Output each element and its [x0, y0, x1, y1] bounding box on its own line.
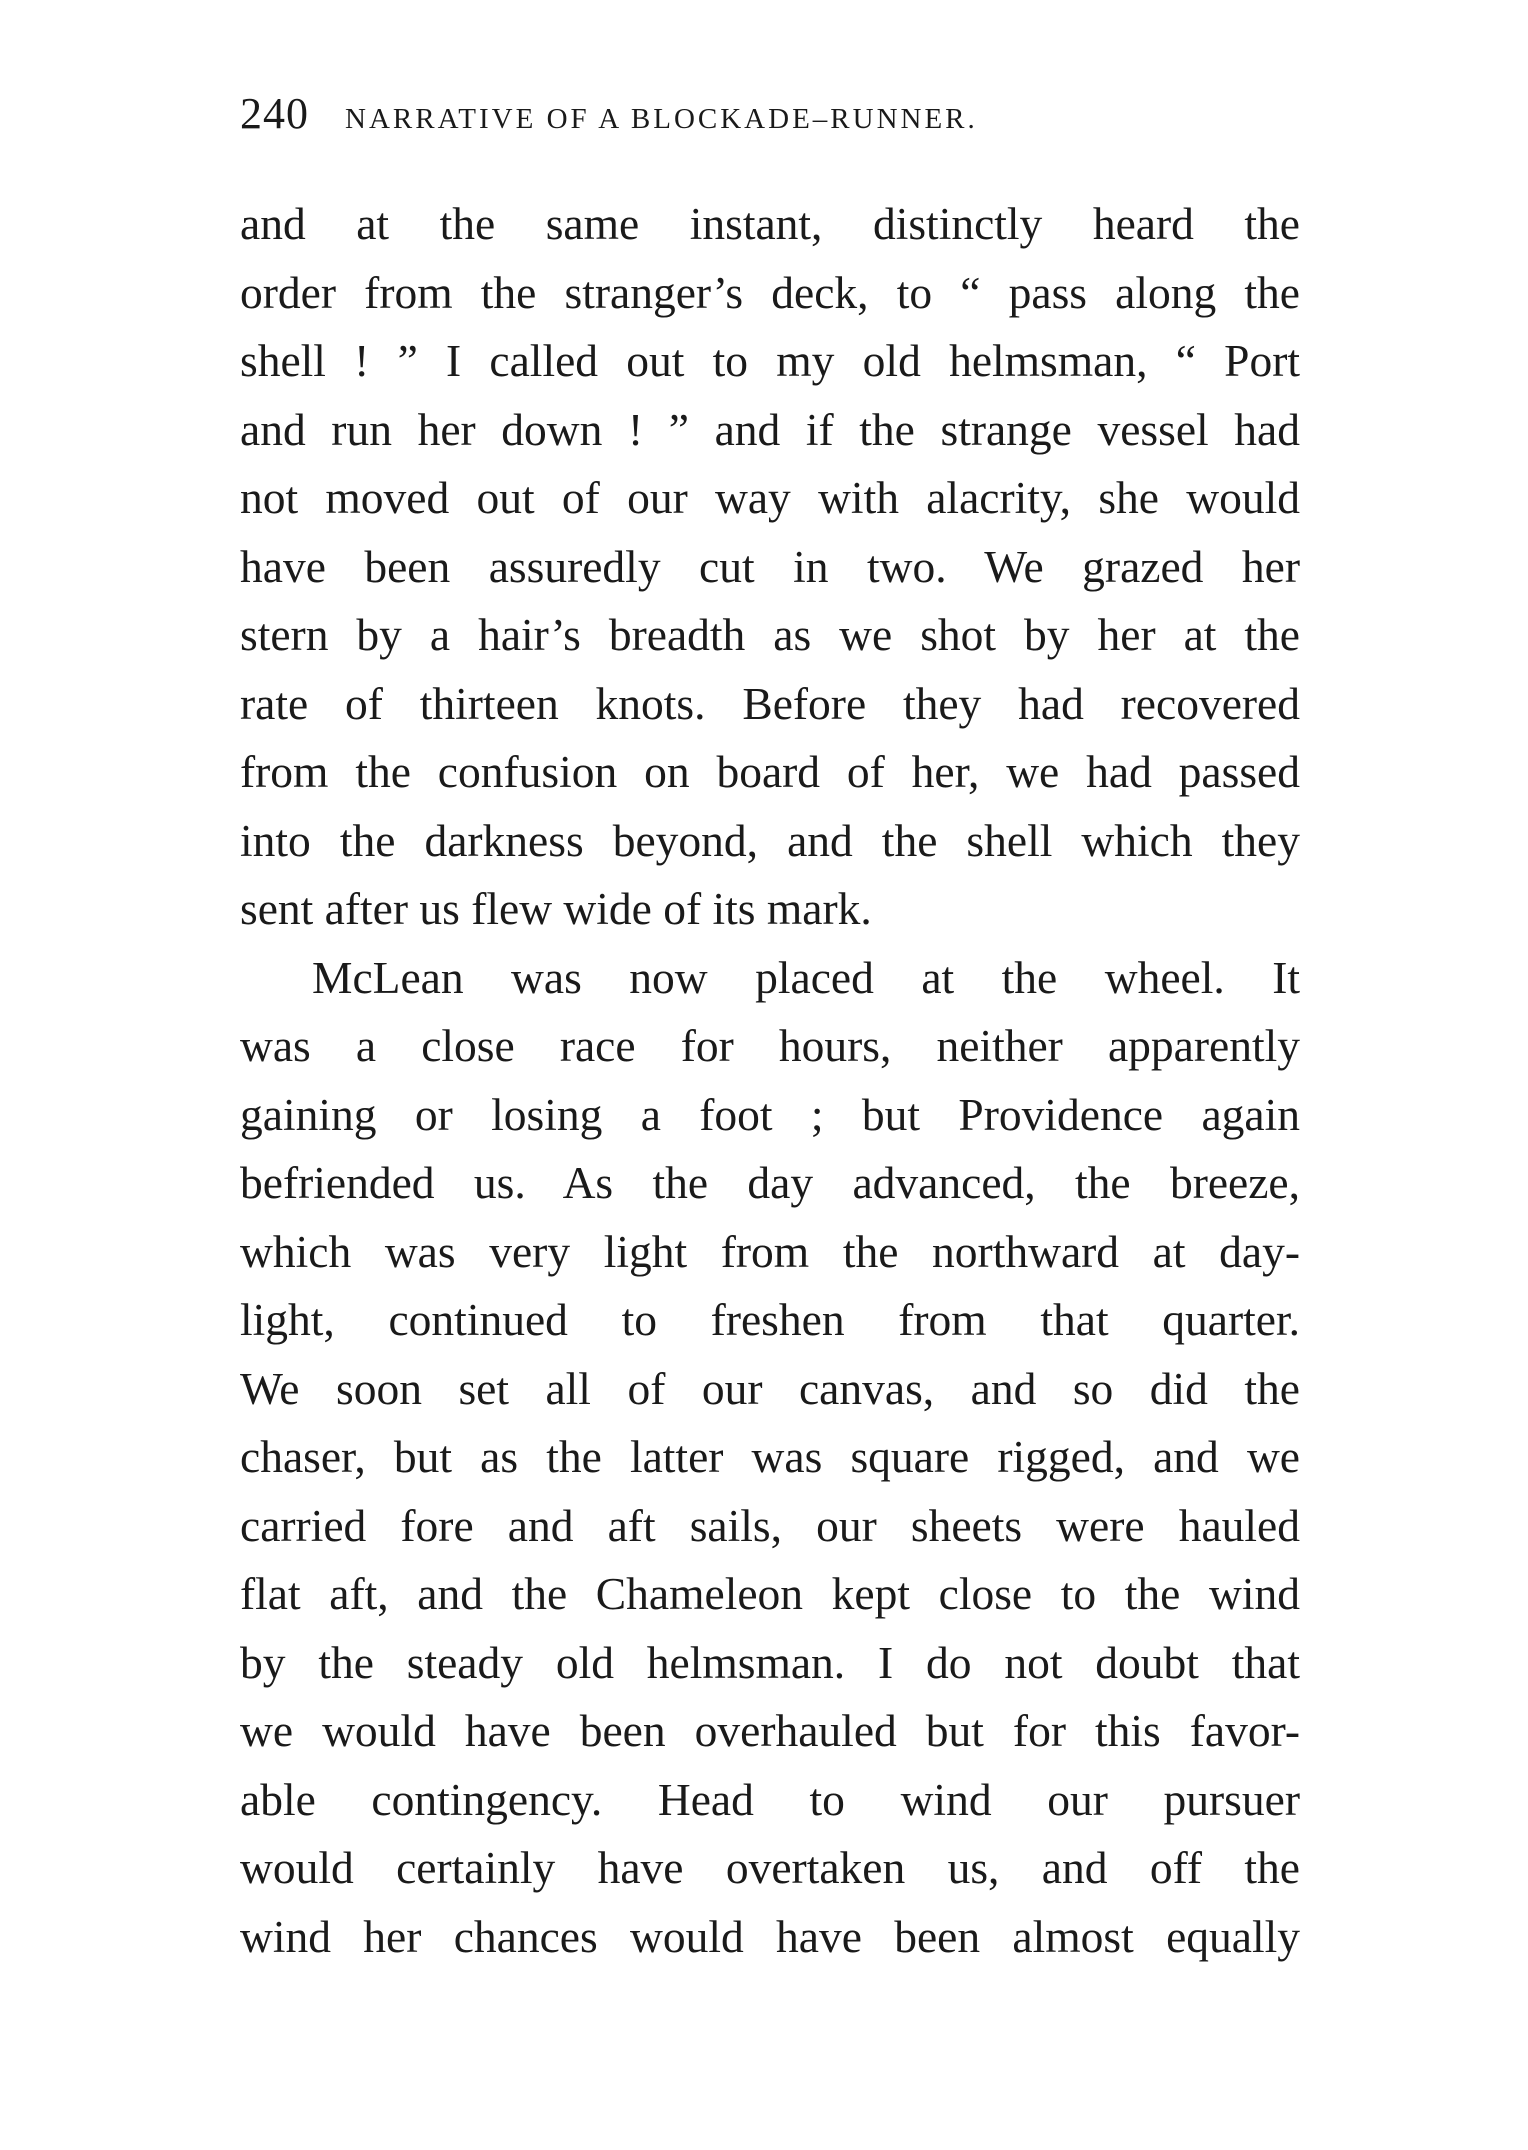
text-line: light, continued to freshen from that quarter. — [240, 1294, 1300, 1345]
text-line: sent after us flew wide of its mark. — [240, 883, 872, 934]
text-line: gaining or losing a foot ; but Providence again — [240, 1088, 1300, 1140]
paragraph-1 — [240, 190, 1300, 944]
text-line: order from the stranger’s deck, to “ pass along the — [240, 266, 1300, 318]
text-line: from the confusion on board of her, we had passed — [240, 746, 1300, 797]
running-head — [240, 88, 1300, 148]
text-line: stern by a hair’s breadth as we shot by her at the — [240, 609, 1300, 660]
text-line: which was very light from the northward at day- — [240, 1225, 1300, 1277]
text-line: wind her chances would have been almost equally — [240, 1910, 1300, 1962]
text-line: chaser, but as the latter was square rigged, and we — [240, 1431, 1300, 1482]
running-title: NARRATIVE OF A BLOCKADE–RUNNER. — [345, 103, 978, 135]
body-text — [240, 190, 1300, 1971]
text-line: flat aft, and the Chameleon kept close to the wind — [240, 1568, 1300, 1619]
text-line: into the darkness beyond, and the shell which they — [240, 814, 1300, 866]
text-line: befriended us. As the day advanced, the breeze, — [240, 1157, 1300, 1208]
text-line: We soon set all of our canvas, and so did the — [240, 1362, 1300, 1414]
text-line: we would have been overhauled but for this favor- — [240, 1705, 1300, 1756]
text-line: have been assuredly cut in two. We grazed her — [240, 540, 1300, 592]
text-line: rate of thirteen knots. Before they had recovered — [240, 677, 1300, 729]
text-line: would certainly have overtaken us, and off the — [240, 1842, 1300, 1893]
text-line: McLean was now placed at the wheel. It — [312, 951, 1300, 1003]
text-line: able contingency. Head to wind our pursuer — [240, 1773, 1300, 1825]
text-line: carried fore and aft sails, our sheets were hauled — [240, 1499, 1300, 1551]
text-line: by the steady old helmsman. I do not doubt that — [240, 1636, 1300, 1688]
page-number: 240 — [240, 89, 309, 138]
text-line: and run her down ! ” and if the strange vessel had — [240, 403, 1300, 455]
text-line: was a close race for hours, neither apparently — [240, 1020, 1300, 1071]
text-line: and at the same instant, distinctly heard the — [240, 198, 1300, 249]
text-line: not moved out of our way with alacrity, she would — [240, 472, 1300, 523]
paragraph-2 — [240, 944, 1300, 1972]
text-line: shell ! ” I called out to my old helmsman, “ Port — [240, 335, 1300, 386]
